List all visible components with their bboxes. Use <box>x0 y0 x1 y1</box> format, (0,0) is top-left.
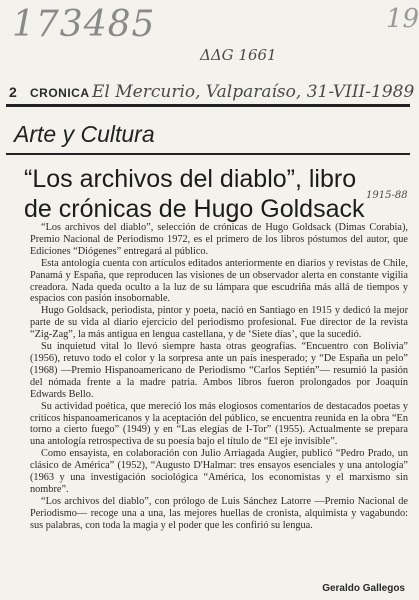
article-paragraph: “Los archivos del diablo”, selección de crónicas de Hugo Goldsack (Dimas Corabia), Premio Nacional de Periodismo 1972, es el primero de los libros póstumos del autor, que Ediciones “Diógenes” entregará al público. <box>30 222 408 257</box>
section-rule <box>6 153 410 155</box>
article-paragraph: Hugo Goldsack, periodista, pintor y poeta, nació en Santiago en 1915 y dedicó la mejor parte de su vida al diario ejercicio del periodismo profesional. Fue director de la revista “Zig-Zag”, la más antigua en lengua castellana, y de ‘Siete días’, que la sucedió. <box>30 305 408 341</box>
handwritten-publication-note: El Mercurio, Valparaíso, 31-VIII-1989 <box>92 82 415 102</box>
handwritten-corner-mark: 19 <box>386 4 419 34</box>
article-paragraph: Su actividad poética, que mereció los más elogiosos comentarios de destacados poetas y críticos hispanoamericanos y la aceptación del público, se encuentra reunida en la obra “En torno a cierto fuego” (1949) y en “Las elegías de I-Tor” (1955). Actualmente se prepara una antología retrospectiva de su poesía bajo el título de “El eje invisible”. <box>30 400 408 448</box>
handwritten-side-mark: 1915-88 <box>366 190 408 201</box>
article-paragraph: Como ensayista, en colaboración con Julio Arriagada Augier, publicó “Pedro Prado, un clásico de América” (1952), “Augusto D'Halmar: tres ensayos esenciales y una antología” (1963 y una investigación sociológica “América, los economistas y el marxismo sin nombre”. <box>30 448 408 495</box>
article-body <box>30 222 408 532</box>
top-rule <box>6 104 410 107</box>
article-headline: “Los archivos del diablo”, libro de crónicas de Hugo Goldsack <box>24 165 365 223</box>
section-label: CRONICA <box>30 86 90 100</box>
handwritten-archive-number: 173485 <box>12 4 156 45</box>
article-paragraph: “Los archivos del diablo”, con prólogo de Luis Sánchez Latorre —Premio Nacional de Periodismo— recoge una a una, las mejores huellas de cronista, alquimista y vagabundo: sus palabras, con toda la magia y el poder que les confirió su lengua. <box>30 495 408 531</box>
page-number: 2 <box>9 84 17 100</box>
section-title: Arte y Cultura <box>14 121 155 147</box>
article-paragraph: Esta antología cuenta con artículos editados anteriormente en diarios y revistas de Chile, Panamá y España, que reproducen las visiones de un observador alerta en constante vigilia creadora. Nada queda oculto a la luz de su lámpara que escudriña más allá de tiempos y espacios con pasión insobornable. <box>30 257 408 305</box>
handwritten-archive-code: ΔΔG 1661 <box>200 46 277 64</box>
author-byline: Geraldo Gallegos <box>322 583 405 594</box>
article-paragraph: Su inquietud vital lo llevó siempre hasta otras geografías. “Encuentro con Bolivia” (1956), retuvo todo el color y la sorpresa ante un país inesperado; y “De España un pelo” (1968) —Premio Hispanoamericano de Periodismo “Carlos Septién”— resumió la pasión del nómada frente a la madre patria. Ambos libros fueron prolongados por Joaquín Edwards Bello. <box>30 341 408 400</box>
